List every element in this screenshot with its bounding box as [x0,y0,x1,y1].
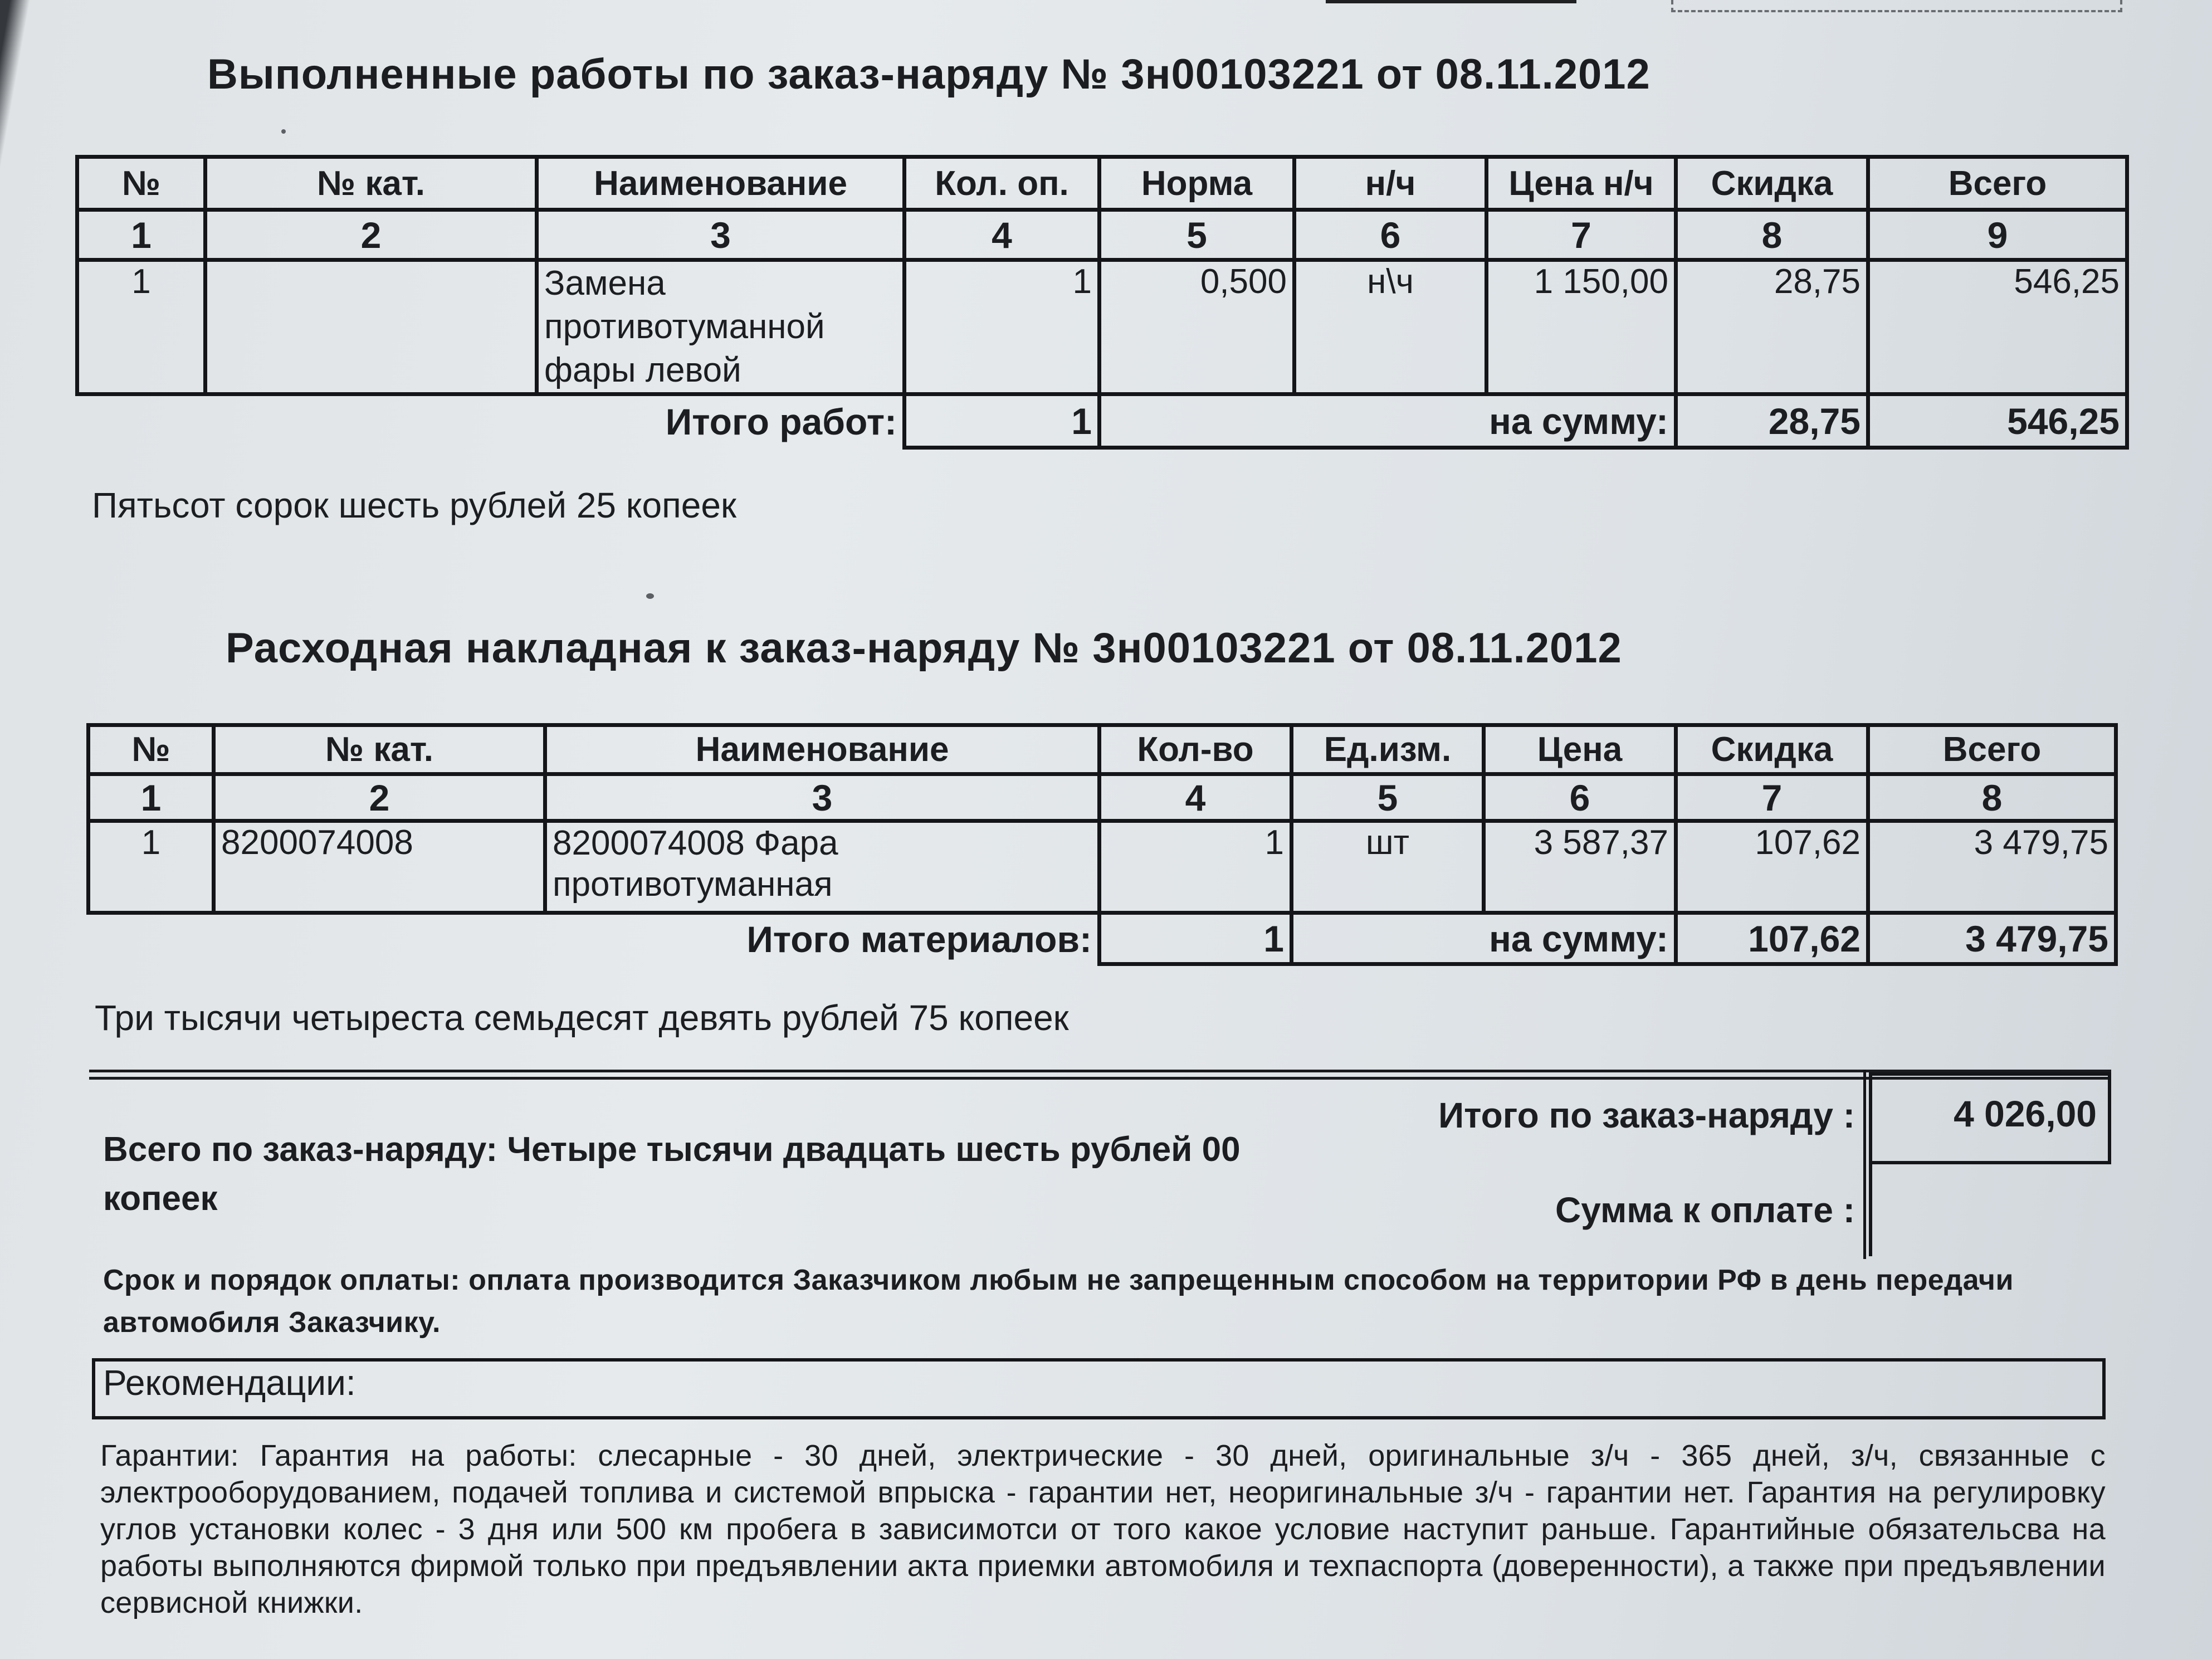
order-total-words: Всего по заказ-наряду: Четыре тысячи двадцать шесть рублей 00 копеек [103,1130,1241,1218]
materials-header-cell: Ед.изм. [1292,725,1484,774]
materials-header-row [89,725,2116,774]
materials-row-total: 3 479,75 [1868,821,2116,913]
materials-header-cell: Наименование [545,725,1100,774]
works-row-name: Замена противотуманной фары левой [537,260,905,394]
works-colnum-cell: 2 [206,210,537,260]
works-header-cell: Скидка [1676,157,1868,210]
works-row-number: 1 [77,260,206,394]
works-colnum-cell: 4 [905,210,1100,260]
amount-to-pay-value-box [1869,1162,2111,1256]
works-total-label: Итого работ: [665,401,897,443]
works-row-catalog [206,260,537,394]
works-amount-words: Пятьсот сорок шесть рублей 25 копеек [92,485,736,525]
works-colnum-cell: 6 [1295,210,1487,260]
summary-divider [89,1070,2111,1080]
works-header-cell: Всего [1868,157,2127,210]
materials-header-cell: Скидка [1676,725,1868,774]
materials-row-discount: 107,62 [1676,821,1868,913]
materials-row-unit: шт [1292,821,1484,913]
materials-total-qty: 1 [1100,913,1292,964]
materials-header-cell: № кат. [214,725,545,774]
materials-colnum-cell: 2 [214,774,545,821]
materials-colnum-cell: 6 [1484,774,1676,821]
materials-colnum-cell: 8 [1868,774,2116,821]
top-edge-dashed-box [1671,0,2122,12]
materials-row-number: 1 [89,821,214,913]
works-row-discount: 28,75 [1676,260,1868,394]
materials-title: Расходная накладная к заказ-наряду № 3н00103221 от 08.11.2012 [226,624,1622,672]
materials-total-row [89,913,2116,964]
works-row-norm: 0,500 [1100,260,1295,394]
works-total-discount: 28,75 [1676,394,1868,448]
materials-amount-words: Три тысячи четыреста семьдесят девять рублей 75 копеек [95,998,1069,1038]
works-total-sum: 546,25 [1868,394,2127,448]
paper-speck [646,593,654,599]
materials-header-cell: Цена [1484,725,1676,774]
materials-row-qty: 1 [1100,821,1292,913]
works-header-cell: Норма [1100,157,1295,210]
works-colnum-cell: 8 [1676,210,1868,260]
table-row [89,821,2116,913]
works-colnum-cell: 3 [537,210,905,260]
warranty-text: Гарантии: Гарантия на работы: слесарные - 30 дней, электрические - 30 дней, оригинальные з/ч - 365 дней, з/ч, связанные с электрооборудованием, подачей топлива и системой впрыска - гарантии нет, неоригинальные з/ч - гарантии нет. Гарантия на регулировку углов установки колес - 3 дня или 500 км пробега в зависимотси от того какое условие наступит раньше. Гарантийные обязательсва на работы выполняются фирмой только при предъявлении акта приемки автомобиля и техпаспорта (доверенности), а также при предъявлении сервисной книжки. [100,1439,2106,1619]
works-colnum-cell: 5 [1100,210,1295,260]
materials-row-name: 8200074008 Фара противотуманная [545,821,1100,913]
works-title: Выполненные работы по заказ-наряду № 3н00103221 от 08.11.2012 [207,51,1651,98]
works-header-cell: № [77,157,206,210]
works-header-cell: Цена н/ч [1487,157,1676,210]
works-row-qty: 1 [905,260,1100,394]
works-total-row [77,394,2127,448]
works-colnum-cell: 1 [77,210,206,260]
paper-speck [281,129,286,134]
materials-header-cell: Всего [1868,725,2116,774]
works-table [75,155,2129,450]
works-row-total: 546,25 [1868,260,2127,394]
materials-total-sum: 3 479,75 [1868,913,2116,964]
works-colnum-row [77,210,2127,260]
works-sum-label: на сумму: [1100,394,1676,448]
materials-row-price: 3 587,37 [1484,821,1676,913]
materials-colnum-row [89,774,2116,821]
materials-header-cell: № [89,725,214,774]
order-total-label: Итого по заказ-наряду : [1438,1095,1855,1135]
works-header-cell: Кол. оп. [905,157,1100,210]
summary-vertical-rule [1863,1070,1866,1259]
materials-total-label: Итого материалов: [746,919,1092,960]
amount-to-pay-label: Сумма к оплате : [1555,1190,1855,1230]
recommendations-label: Рекомендации: [103,1363,356,1403]
recommendations-box [92,1358,2106,1419]
works-header-row [77,157,2127,210]
materials-colnum-cell: 3 [545,774,1100,821]
payment-terms: Срок и порядок оплаты: оплата производится Заказчиком любым не запрещенным способом на территории РФ в день передачи автомобиля Заказчику. [103,1264,2014,1339]
materials-total-discount: 107,62 [1676,913,1868,964]
works-total-qty: 1 [905,394,1100,448]
works-header-cell: Наименование [537,157,905,210]
materials-sum-label: на сумму: [1292,913,1676,964]
materials-colnum-cell: 5 [1292,774,1484,821]
materials-colnum-cell: 4 [1100,774,1292,821]
works-row-price: 1 150,00 [1487,260,1676,394]
works-colnum-cell: 9 [1868,210,2127,260]
table-row [77,260,2127,394]
works-header-cell: н/ч [1295,157,1487,210]
materials-colnum-cell: 7 [1676,774,1868,821]
works-colnum-cell: 7 [1487,210,1676,260]
works-row-unit: н\ч [1295,260,1487,394]
top-edge-line [1326,0,1576,3]
materials-table [86,723,2118,966]
order-total-value-box: 4 026,00 [1869,1072,2111,1164]
works-header-cell: № кат. [206,157,537,210]
materials-row-catalog: 8200074008 [214,821,545,913]
materials-header-cell: Кол-во [1100,725,1292,774]
materials-colnum-cell: 1 [89,774,214,821]
